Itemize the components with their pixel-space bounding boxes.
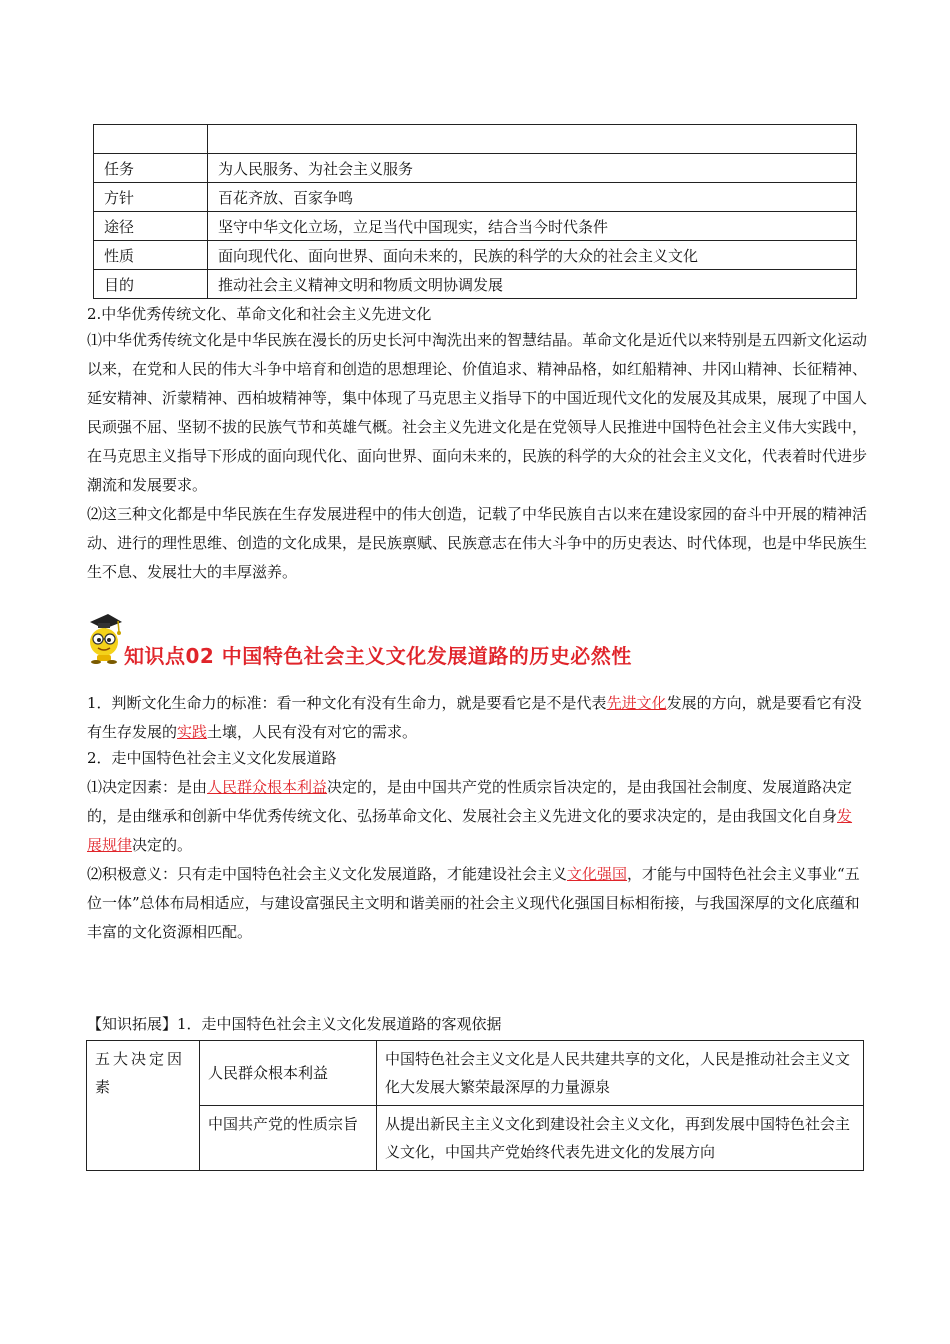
- table-value-cell: 百花齐放、百家争鸣: [208, 183, 857, 212]
- table-header-row: [94, 125, 857, 154]
- table-key-cell: 目的: [94, 270, 208, 299]
- point2-text: 决定的。: [132, 836, 193, 854]
- point2-title: 2．走中国特色社会主义文化发展道路: [87, 749, 337, 767]
- keyword-highlight: 发展规律: [87, 807, 853, 854]
- table-key-cell: 性质: [94, 241, 208, 270]
- point1-text: 发展的方向，就是要看它有没有生存发展的: [87, 694, 862, 741]
- point1-text: 1．判断文化生命力的标准：看一种文化有没有生命力，就是要看它是不是代表: [87, 694, 607, 712]
- table-row: [94, 270, 857, 299]
- description-cell: 中国特色社会主义文化是人民共建共享的文化，人民是推动社会主义文化大发展大繁荣最深厚的力量源泉: [377, 1041, 864, 1106]
- table-header-cell: [208, 125, 857, 154]
- point2-text: 决定的，是由中国共产党的性质宗旨决定的，是由我国社会制度、发展道路决定的，是由继承和创新中华优秀传统文化、弘扬革命文化、发展社会主义先进文化的要求决定的，是由我国文化自身: [87, 778, 853, 825]
- description-cell: 从提出新民主主义文化到建设社会主义文化，再到发展中国特色社会主义文化，中国共产党始终代表先进文化的发展方向: [377, 1106, 864, 1171]
- table-key-cell: 方针: [94, 183, 208, 212]
- table-header-cell: [94, 125, 208, 154]
- table-row: [94, 241, 857, 270]
- point2-subpoint-2: [87, 860, 867, 947]
- point1-text: 土壤，人民有没有对它的需求。: [207, 723, 418, 741]
- point2-text: ，才能与中国特色社会主义事业“五位一体”总体布局相适应，与建设富强民主文明和谐美丽的社会主义现代化强国目标相衔接，与我国深厚的文化底蕴和丰富的文化资源相匹配。: [87, 865, 860, 941]
- factor-cell: 中国共产党的性质宗旨: [200, 1106, 377, 1171]
- table-row: [94, 154, 857, 183]
- factor-group-cell: 五大决定因素: [87, 1041, 200, 1171]
- graduate-mascot-icon: [84, 612, 124, 664]
- extension-title: 【知识拓展】1．走中国特色社会主义文化发展道路的客观依据: [87, 1015, 502, 1033]
- table-key-cell: 途径: [94, 212, 208, 241]
- keyword-highlight: 实践: [177, 723, 208, 741]
- culture-overview-table: [93, 124, 857, 299]
- extension-table: [86, 1040, 864, 1171]
- table-value-cell: 推动社会主义精神文明和物质文明协调发展: [208, 270, 857, 299]
- table-row: [87, 1106, 864, 1171]
- table-value-cell: 面向现代化、面向世界、面向未来的，民族的科学的大众的社会主义文化: [208, 241, 857, 270]
- table-value-cell: 坚守中华文化立场，立足当代中国现实，结合当今时代条件: [208, 212, 857, 241]
- point1-paragraph: [87, 689, 867, 747]
- keyword-highlight: 文化强国: [567, 865, 628, 883]
- keyword-highlight: 人民群众根本利益: [207, 778, 328, 796]
- section-heading: 知识点02 中国特色社会主义文化发展道路的历史必然性: [124, 644, 632, 668]
- factor-cell: 人民群众根本利益: [200, 1041, 377, 1106]
- point2-subpoint-1: [87, 773, 867, 860]
- table-value-cell: 为人民服务、为社会主义服务: [208, 154, 857, 183]
- point2-text: ⑵积极意义：只有走中国特色社会主义文化发展道路，才能建设社会主义: [87, 865, 568, 883]
- point2-text: ⑴决定因素：是由: [87, 778, 208, 796]
- section2-title: 2.中华优秀传统文化、革命文化和社会主义先进文化: [87, 305, 432, 323]
- table-row: [94, 212, 857, 241]
- table-key-cell: 任务: [94, 154, 208, 183]
- section2-paragraph-1: ⑴中华优秀传统文化是中华民族在漫长的历史长河中淘洗出来的智慧结晶。革命文化是近代以来特别是五四新文化运动以来，在党和人民的伟大斗争中培育和创造的思想理论、价值追求、精神品格，如红船精神、井冈山精神、长征精神、延安精神、沂蒙精神、西柏坡精神等，集中体现了马克思主义指导下的中国近现代文化的发展及其成果，展现了中国人民顽强不屈、坚韧不拔的民族气节和英雄气概。社会主义先进文化是在党领导人民推进中国特色社会主义伟大实践中，在马克思主义指导下形成的面向现代化、面向世界、面向未来的，民族的科学的大众的社会主义文化，代表着时代进步潮流和发展要求。: [87, 331, 868, 494]
- keyword-highlight: 先进文化: [606, 694, 667, 712]
- table-row: [87, 1041, 864, 1106]
- table-row: [94, 183, 857, 212]
- section2-paragraph-2: ⑵这三种文化都是中华民族在生存发展进程中的伟大创造，记载了中华民族自古以来在建设家园的奋斗中开展的精神活动、进行的理性思维、创造的文化成果，是民族禀赋、民族意志在伟大斗争中的历史表达、时代体现，也是中华民族生生不息、发展壮大的丰厚滋养。: [87, 505, 868, 581]
